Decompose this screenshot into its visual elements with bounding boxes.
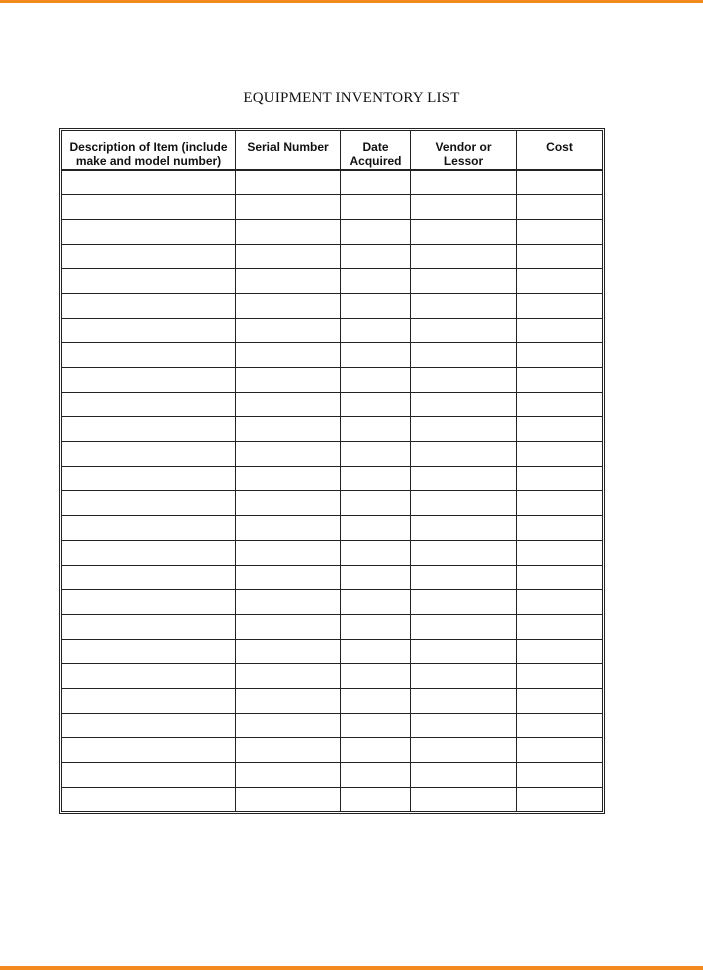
table-cell[interactable]	[341, 195, 411, 220]
column-header-description-label: Description of Item (include make and model number)	[69, 140, 228, 168]
table-cell[interactable]	[411, 565, 517, 590]
table-row	[62, 170, 603, 195]
table-cell[interactable]	[517, 269, 603, 294]
table-cell[interactable]	[341, 244, 411, 269]
table-cell[interactable]	[62, 195, 236, 220]
table-cell[interactable]	[517, 244, 603, 269]
table-cell[interactable]	[341, 516, 411, 541]
table-cell[interactable]	[341, 540, 411, 565]
table-cell[interactable]	[62, 688, 236, 713]
table-cell[interactable]	[517, 170, 603, 195]
column-header-description	[62, 131, 236, 170]
table-cell[interactable]	[411, 738, 517, 763]
table-row	[62, 417, 603, 442]
table-row	[62, 466, 603, 491]
table-row	[62, 195, 603, 220]
table-cell[interactable]	[411, 664, 517, 689]
table-cell[interactable]	[236, 738, 341, 763]
table-cell[interactable]	[62, 318, 236, 343]
table-cell[interactable]	[411, 195, 517, 220]
table-row	[62, 713, 603, 738]
table-row	[62, 293, 603, 318]
table-cell[interactable]	[411, 491, 517, 516]
table-row	[62, 343, 603, 368]
table-cell[interactable]	[411, 219, 517, 244]
table-cell[interactable]	[236, 639, 341, 664]
table-cell[interactable]	[62, 269, 236, 294]
table-cell[interactable]	[62, 713, 236, 738]
table-cell[interactable]	[62, 170, 236, 195]
table-row	[62, 540, 603, 565]
table-cell[interactable]	[341, 614, 411, 639]
table-cell[interactable]	[236, 219, 341, 244]
column-header-serial-number-label: Serial Number	[247, 140, 329, 154]
table-cell[interactable]	[411, 442, 517, 467]
table-cell[interactable]	[236, 466, 341, 491]
table-cell[interactable]	[517, 491, 603, 516]
table-cell[interactable]	[341, 293, 411, 318]
table-row	[62, 590, 603, 615]
table-cell[interactable]	[517, 639, 603, 664]
table-cell[interactable]	[341, 639, 411, 664]
table-cell[interactable]	[236, 318, 341, 343]
table-cell[interactable]	[517, 664, 603, 689]
table-cell[interactable]	[517, 516, 603, 541]
table-cell[interactable]	[517, 565, 603, 590]
column-header-date-acquired	[341, 131, 411, 170]
table-cell[interactable]	[411, 392, 517, 417]
table-row	[62, 639, 603, 664]
table-cell[interactable]	[411, 763, 517, 788]
table-cell[interactable]	[411, 516, 517, 541]
table-cell[interactable]	[62, 466, 236, 491]
table-cell[interactable]	[341, 343, 411, 368]
table-cell[interactable]	[62, 219, 236, 244]
table-cell[interactable]	[62, 392, 236, 417]
table-cell[interactable]	[236, 244, 341, 269]
table-cell[interactable]	[517, 540, 603, 565]
table-cell[interactable]	[341, 318, 411, 343]
table-cell[interactable]	[341, 392, 411, 417]
inventory-table	[61, 130, 603, 812]
table-row	[62, 392, 603, 417]
table-cell[interactable]	[236, 392, 341, 417]
table-row	[62, 565, 603, 590]
table-cell[interactable]	[517, 466, 603, 491]
table-cell[interactable]	[62, 590, 236, 615]
table-cell[interactable]	[62, 368, 236, 393]
table-row	[62, 442, 603, 467]
table-cell[interactable]	[236, 170, 341, 195]
table-cell[interactable]	[341, 269, 411, 294]
table-cell[interactable]	[236, 688, 341, 713]
table-row	[62, 219, 603, 244]
table-row	[62, 318, 603, 343]
table-cell[interactable]	[411, 368, 517, 393]
table-cell[interactable]	[236, 565, 341, 590]
table-cell[interactable]	[411, 318, 517, 343]
table-cell[interactable]	[411, 417, 517, 442]
table-cell[interactable]	[517, 368, 603, 393]
column-header-date-acquired-label: Date Acquired	[349, 140, 402, 168]
table-cell[interactable]	[236, 540, 341, 565]
table-cell[interactable]	[236, 664, 341, 689]
table-cell[interactable]	[517, 738, 603, 763]
table-cell[interactable]	[341, 491, 411, 516]
table-cell[interactable]	[341, 368, 411, 393]
table-cell[interactable]	[341, 787, 411, 812]
table-cell[interactable]	[62, 442, 236, 467]
table-cell[interactable]	[517, 219, 603, 244]
table-cell[interactable]	[341, 713, 411, 738]
table-cell[interactable]	[411, 269, 517, 294]
table-cell[interactable]	[341, 170, 411, 195]
table-cell[interactable]	[62, 664, 236, 689]
table-row	[62, 763, 603, 788]
table-cell[interactable]	[62, 614, 236, 639]
table-cell[interactable]	[236, 763, 341, 788]
top-accent-line	[0, 0, 703, 3]
table-cell[interactable]	[517, 688, 603, 713]
table-cell[interactable]	[236, 787, 341, 812]
table-row	[62, 368, 603, 393]
table-cell[interactable]	[341, 219, 411, 244]
table-cell[interactable]	[62, 738, 236, 763]
table-cell[interactable]	[236, 293, 341, 318]
table-cell[interactable]	[236, 195, 341, 220]
table-row	[62, 688, 603, 713]
inventory-table-frame	[59, 128, 605, 814]
table-cell[interactable]	[341, 763, 411, 788]
table-cell[interactable]	[341, 688, 411, 713]
table-row	[62, 738, 603, 763]
table-cell[interactable]	[411, 540, 517, 565]
table-row	[62, 269, 603, 294]
table-cell[interactable]	[62, 293, 236, 318]
table-cell[interactable]	[62, 639, 236, 664]
table-cell[interactable]	[341, 417, 411, 442]
table-cell[interactable]	[341, 442, 411, 467]
table-cell[interactable]	[62, 516, 236, 541]
table-row	[62, 664, 603, 689]
table-cell[interactable]	[341, 664, 411, 689]
table-cell[interactable]	[236, 417, 341, 442]
table-cell[interactable]	[517, 392, 603, 417]
table-cell[interactable]	[411, 590, 517, 615]
table-cell[interactable]	[517, 417, 603, 442]
table-cell[interactable]	[62, 787, 236, 812]
table-cell[interactable]	[411, 688, 517, 713]
table-cell[interactable]	[411, 614, 517, 639]
table-cell[interactable]	[236, 368, 341, 393]
table-row	[62, 787, 603, 812]
table-cell[interactable]	[517, 343, 603, 368]
table-cell[interactable]	[517, 590, 603, 615]
table-cell[interactable]	[236, 713, 341, 738]
document-title: EQUIPMENT INVENTORY LIST	[243, 90, 460, 106]
table-cell[interactable]	[62, 565, 236, 590]
table-cell[interactable]	[517, 442, 603, 467]
table-cell[interactable]	[341, 738, 411, 763]
table-cell[interactable]	[517, 195, 603, 220]
table-cell[interactable]	[517, 713, 603, 738]
table-cell[interactable]	[341, 565, 411, 590]
column-header-cost-label: Cost	[546, 140, 573, 154]
table-cell[interactable]	[236, 516, 341, 541]
table-cell[interactable]	[341, 466, 411, 491]
table-row	[62, 516, 603, 541]
column-header-vendor-label: Vendor or Lessor	[435, 140, 492, 168]
table-cell[interactable]	[411, 343, 517, 368]
table-cell[interactable]	[236, 491, 341, 516]
table-cell[interactable]	[517, 763, 603, 788]
table-cell[interactable]	[236, 343, 341, 368]
table-row	[62, 244, 603, 269]
table-cell[interactable]	[62, 763, 236, 788]
table-cell[interactable]	[62, 491, 236, 516]
table-cell[interactable]	[411, 170, 517, 195]
table-row	[62, 491, 603, 516]
table-cell[interactable]	[236, 442, 341, 467]
table-cell[interactable]	[411, 244, 517, 269]
table-cell[interactable]	[517, 318, 603, 343]
table-cell[interactable]	[411, 787, 517, 812]
table-cell[interactable]	[341, 590, 411, 615]
table-cell[interactable]	[62, 244, 236, 269]
bottom-accent-line	[0, 966, 703, 970]
table-cell[interactable]	[517, 293, 603, 318]
table-cell[interactable]	[62, 417, 236, 442]
table-row	[62, 614, 603, 639]
table-cell[interactable]	[62, 343, 236, 368]
table-header-row	[62, 131, 603, 170]
table-cell[interactable]	[236, 269, 341, 294]
table-cell[interactable]	[517, 614, 603, 639]
column-header-vendor	[411, 131, 517, 170]
table-body	[62, 170, 603, 812]
table-cell[interactable]	[236, 590, 341, 615]
table-cell[interactable]	[411, 466, 517, 491]
table-cell[interactable]	[236, 614, 341, 639]
table-cell[interactable]	[411, 639, 517, 664]
table-cell[interactable]	[517, 787, 603, 812]
column-header-serial-number	[236, 131, 341, 170]
column-header-cost	[517, 131, 603, 170]
table-cell[interactable]	[62, 540, 236, 565]
table-cell[interactable]	[411, 293, 517, 318]
table-cell[interactable]	[411, 713, 517, 738]
